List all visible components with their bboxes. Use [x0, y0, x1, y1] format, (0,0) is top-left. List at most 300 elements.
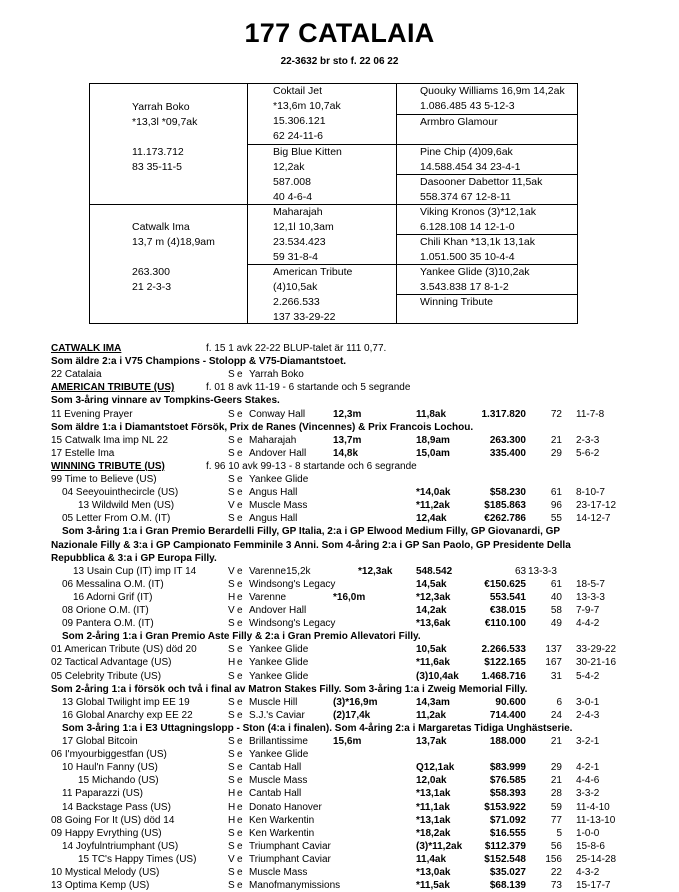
pedigree-line: 1.086.485 43 5-12-3	[420, 100, 515, 112]
offspring-record-2: *12,3ak	[416, 591, 451, 603]
offspring-row	[0, 618, 679, 630]
offspring-record-1: (3)*16,9m	[333, 696, 378, 708]
offspring-record-2: *11,5ak	[416, 880, 450, 892]
pedigree-line: 3.543.838 17 8-1-2	[420, 281, 509, 293]
offspring-record-1: *12,3ak	[358, 565, 393, 577]
offspring-sire: Manofmanymissions	[249, 880, 341, 892]
pedigree-line: 12,2ak	[273, 161, 305, 173]
pedigree-line: 40 4-6-4	[273, 191, 313, 203]
pedigree-grandsire-1	[273, 84, 341, 144]
offspring-money: $58.230	[489, 487, 526, 499]
offspring-starts: 61	[550, 578, 562, 590]
achievement-text: Som 2-åring 1:a i Gran Premio Aste Filly & 2:a i Gran Premio Allevatori Filly.	[62, 631, 421, 643]
offspring-name: 13 Global Twilight imp EE 19	[62, 696, 190, 708]
offspring-record-2: *11,1ak	[416, 801, 450, 813]
offspring-sex: H	[228, 788, 236, 800]
offspring-money: €38.015	[489, 605, 526, 616]
offspring-starts: 40	[550, 591, 562, 603]
offspring-e: e	[237, 408, 243, 420]
offspring-sire: Yankee Glide	[249, 657, 309, 669]
offspring-name: 11 Paparazzi (US)	[62, 788, 143, 800]
offspring-sex: S	[228, 408, 235, 420]
offspring-starts: 29	[550, 762, 562, 774]
offspring-e: e	[237, 840, 243, 852]
dam-summary: f. 96 10 avk 99-13 - 8 startande och 6 segrande	[206, 460, 417, 472]
offspring-starts: 21	[550, 434, 562, 446]
offspring-starts: 63	[515, 565, 527, 577]
pedigree-line: Yarrah Boko	[132, 101, 190, 113]
pedigree-line: 12,1l 10,3am	[273, 221, 334, 233]
pedigree-line: Quouky Williams 16,9m 14,2ak	[420, 85, 565, 97]
offspring-starts: 55	[550, 513, 562, 525]
pedigree-line: *13,3l *09,7ak	[132, 116, 198, 128]
offspring-record-2: 14,3am	[416, 696, 450, 708]
pedigree-line: 6.128.108 14 12-1-0	[420, 221, 515, 233]
offspring-row	[0, 435, 679, 447]
offspring-starts: 58	[550, 605, 562, 616]
offspring-name: 15 Catwalk Ima imp NL 22	[51, 434, 168, 446]
pedigree-line: 11.173.712	[132, 146, 184, 158]
offspring-sire: Muscle Mass	[249, 775, 308, 787]
offspring-starts: 61	[550, 487, 562, 499]
pedigree-ggs-3	[420, 205, 536, 235]
offspring-name: 15 TC's Happy Times (US)	[78, 853, 197, 865]
offspring-sex: S	[228, 709, 235, 721]
offspring-money: 263.300	[489, 434, 526, 446]
pedigree-line: Viking Kronos (3)*12,1ak	[420, 206, 536, 218]
offspring-row	[0, 500, 679, 512]
offspring-e: e	[237, 644, 243, 656]
offspring-record-2: 12,4ak	[416, 513, 447, 525]
offspring-placings: 2-3-3	[576, 434, 600, 446]
pedigree-ggd-4	[420, 295, 493, 310]
offspring-row	[0, 736, 679, 748]
offspring-record-2: (3)*11,2ak	[416, 840, 463, 852]
offspring-sire: Varenne15,2k	[249, 565, 311, 577]
offspring-sex: S	[228, 670, 235, 682]
offspring-placings: 15-8-6	[576, 840, 605, 852]
offspring-sire: Cantab Hall	[249, 762, 302, 774]
offspring-name: 14 Backstage Pass (US)	[62, 801, 171, 813]
offspring-placings: 3-0-1	[576, 696, 600, 708]
pedigree-ggs-1	[420, 84, 565, 114]
pedigree-line: 23.534.423	[273, 236, 326, 248]
offspring-placings: 7-9-7	[576, 605, 600, 616]
offspring-placings: 4-4-6	[576, 775, 600, 787]
pedigree-line: 62 24-11-6	[273, 130, 324, 142]
achievement-text: Som äldre 2:a i V75 Champions - Stolopp & V75-Diamantstoet.	[51, 356, 347, 368]
offspring-sire: Triumphant Caviar	[249, 840, 331, 852]
offspring-record-1: 12,3m	[333, 408, 362, 420]
offspring-record-2: 14,2ak	[416, 605, 447, 616]
offspring-starts: 49	[550, 618, 562, 630]
offspring-row	[0, 815, 679, 827]
offspring-row	[0, 474, 679, 486]
offspring-e: e	[237, 500, 243, 512]
offspring-money: $185.863	[484, 500, 526, 512]
offspring-money: 714.400	[489, 709, 526, 721]
offspring-row	[0, 369, 679, 381]
offspring-record-2: 14,5ak	[416, 578, 447, 590]
offspring-name: 11 Evening Prayer	[51, 408, 133, 420]
offspring-starts: 56	[550, 840, 562, 852]
offspring-sire: Cantab Hall	[249, 788, 302, 800]
offspring-row	[0, 566, 679, 578]
offspring-record-2: *13,1ak	[416, 814, 451, 826]
offspring-e: e	[237, 749, 243, 761]
offspring-name: 15 Michando (US)	[78, 775, 159, 787]
pedigree-line: Dasooner Dabettor 11,5ak	[420, 176, 543, 188]
offspring-row	[0, 828, 679, 840]
offspring-name: 09 Pantera O.M. (IT)	[62, 618, 154, 630]
offspring-e: e	[237, 618, 243, 630]
offspring-money: 1.317.820	[481, 408, 526, 420]
offspring-record-2: *11,6ak	[416, 657, 450, 669]
offspring-name: 16 Global Anarchy exp EE 22	[62, 709, 193, 721]
offspring-placings: 11-7-8	[576, 408, 605, 420]
achievement-note	[0, 723, 679, 735]
offspring-sire: Yankee Glide	[249, 644, 309, 656]
offspring-name: 09 Happy Evrything (US)	[51, 827, 162, 839]
offspring-money: €150.625	[484, 578, 526, 590]
offspring-record-2: *14,0ak	[416, 487, 451, 499]
offspring-record-2: Q12,1ak	[416, 762, 455, 774]
offspring-row	[0, 697, 679, 709]
offspring-sire: Triumphant Caviar	[249, 853, 331, 865]
offspring-starts: 167	[545, 657, 562, 669]
offspring-sex: S	[228, 762, 235, 774]
offspring-e: e	[237, 736, 243, 747]
achievement-note	[0, 631, 679, 643]
offspring-name: 14 Joyfulntriumphant (US)	[62, 840, 179, 852]
offspring-row	[0, 487, 679, 499]
pedigree-ggs-4	[420, 265, 530, 295]
offspring-sex: S	[228, 434, 235, 446]
offspring-money: €262.786	[484, 513, 526, 525]
offspring-placings: 18-5-7	[576, 578, 605, 590]
offspring-money: $152.548	[484, 853, 526, 865]
offspring-e: e	[237, 853, 243, 865]
offspring-e: e	[237, 880, 243, 892]
offspring-name: 13 Optima Kemp (US)	[51, 880, 150, 892]
offspring-placings: 25-14-28	[576, 853, 617, 865]
pedigree-line: American Tribute	[273, 266, 353, 278]
offspring-money: 548.542	[416, 565, 453, 577]
offspring-starts: 31	[550, 670, 562, 682]
offspring-sire: Muscle Mass	[249, 500, 308, 512]
offspring-starts: 28	[550, 788, 562, 800]
offspring-sex: S	[228, 474, 235, 485]
offspring-name: 10 Haul'n Fanny (US)	[62, 762, 158, 774]
pedigree-dam	[132, 220, 215, 295]
offspring-starts: 137	[545, 644, 562, 656]
offspring-name: 02 Tactical Advantage (US)	[51, 657, 172, 669]
offspring-placings: 13-3-3	[576, 591, 605, 603]
offspring-money: 2.266.533	[481, 644, 526, 656]
offspring-money: $58.393	[489, 788, 526, 800]
pedigree-line: 137 33-29-22	[273, 311, 336, 323]
offspring-placings: 3-3-2	[576, 788, 600, 800]
offspring-e: e	[237, 762, 243, 774]
offspring-sex: S	[228, 369, 235, 381]
offspring-record-2: *11,2ak	[416, 500, 450, 512]
offspring-placings: 5-6-2	[576, 447, 600, 459]
offspring-record-2: 18,9am	[416, 434, 450, 446]
offspring-sire: Muscle Hill	[249, 696, 298, 708]
offspring-e: e	[237, 867, 243, 878]
offspring-row	[0, 880, 679, 892]
offspring-e: e	[237, 434, 243, 446]
pedigree-ggs-2	[420, 145, 520, 175]
offspring-placings: 15-17-7	[576, 880, 611, 892]
offspring-e: e	[237, 670, 243, 682]
offspring-sex: S	[228, 749, 235, 761]
pedigree-line: Coktail Jet	[273, 85, 323, 97]
offspring-money: $76.585	[489, 775, 526, 787]
offspring-e: e	[237, 709, 243, 721]
offspring-e: e	[237, 775, 243, 787]
offspring-sex: S	[228, 775, 235, 787]
offspring-name: 13 Wildwild Men (US)	[78, 500, 175, 512]
pedigree-line: Chili Khan *13,1k 13,1ak	[420, 236, 535, 248]
offspring-sex: V	[228, 500, 235, 512]
offspring-record-2: *13,0ak	[416, 867, 451, 878]
achievement-text: Som 3-åring vinnare av Tompkins-Geers Stakes.	[51, 395, 280, 407]
pedigree-line: Maharajah	[273, 206, 323, 218]
offspring-name: 08 Orione O.M. (IT)	[62, 605, 149, 616]
pedigree-line: 15.306.121	[273, 115, 326, 127]
offspring-name: 17 Global Bitcoin	[62, 736, 138, 747]
offspring-placings: 14-12-7	[576, 513, 611, 525]
offspring-starts: 59	[550, 801, 562, 813]
offspring-row	[0, 605, 679, 617]
offspring-starts: 73	[550, 880, 562, 892]
offspring-record-1: 15,6m	[333, 736, 362, 747]
offspring-name: 06 I'myourbiggestfan (US)	[51, 749, 167, 761]
offspring-starts: 21	[550, 775, 562, 787]
offspring-record-1: 14,8k	[333, 447, 359, 459]
offspring-name: 04 Seeyouinthecircle (US)	[62, 487, 179, 499]
dam-name: CATWALK IMA	[51, 343, 122, 354]
offspring-money: 90.600	[495, 696, 526, 708]
pedigree-line: 21 2-3-3	[132, 281, 172, 293]
offspring-e: e	[237, 814, 243, 826]
offspring-money: 335.400	[489, 447, 526, 459]
offspring-sex: S	[228, 736, 235, 747]
offspring-record-2: 15,0am	[416, 447, 450, 459]
offspring-sex: V	[228, 565, 235, 577]
offspring-record-2: 11,4ak	[416, 853, 447, 865]
offspring-sire: Andover Hall	[249, 605, 307, 616]
offspring-e: e	[237, 578, 243, 590]
pedigree-line: 2.266.533	[273, 296, 320, 308]
offspring-sex: H	[228, 657, 236, 669]
offspring-sire: Andover Hall	[249, 447, 307, 459]
achievement-note: Som 3-åring 1:a i Gran Premio Berardelli Filly, GP Italia, 2:a i GP Elwood Medium Filly, GP Giovanardi, GP	[62, 526, 561, 538]
pedigree-line: 263.300	[132, 266, 170, 278]
offspring-row	[0, 513, 679, 525]
horse-subtitle: 22-3632 br sto f. 22 06 22	[280, 56, 399, 67]
offspring-row	[0, 592, 679, 604]
offspring-placings: 23-17-12	[576, 500, 617, 512]
offspring-starts: 156	[545, 853, 562, 865]
offspring-sire: Conway Hall	[249, 408, 306, 420]
pedigree-granddam-2	[273, 265, 352, 325]
offspring-sire: Donato Hanover	[249, 801, 322, 813]
offspring-money: 1.468.716	[481, 670, 526, 682]
offspring-placings: 3-2-1	[576, 736, 600, 747]
pedigree-line: 558.374 67 12-8-11	[420, 191, 511, 203]
offspring-name: 08 Going For It (US) död 14	[51, 814, 175, 826]
dam-summary: f. 15 1 avk 22-22 BLUP-talet är 111 0,77.	[206, 343, 387, 354]
offspring-e: e	[237, 565, 243, 577]
dam-name: AMERICAN TRIBUTE (US)	[51, 382, 175, 394]
offspring-starts: 72	[550, 408, 562, 420]
offspring-placings: 33-29-22	[576, 644, 617, 656]
offspring-starts: 77	[550, 814, 562, 826]
achievement-note	[0, 684, 679, 696]
offspring-e: e	[237, 513, 243, 525]
offspring-sex: S	[228, 513, 235, 525]
offspring-sex: S	[228, 867, 235, 878]
offspring-money: 188.000	[489, 736, 526, 747]
achievement-note	[0, 422, 679, 434]
offspring-placings: 4-4-2	[576, 618, 600, 630]
offspring-money: $83.999	[489, 762, 526, 774]
offspring-placings: 8-10-7	[576, 487, 605, 499]
offspring-e: e	[237, 827, 243, 839]
offspring-name: 17 Estelle Ima	[51, 447, 115, 459]
offspring-sire: Yankee Glide	[249, 670, 309, 682]
offspring-name: 10 Mystical Melody (US)	[51, 867, 160, 878]
offspring-record-1: (2)17,4k	[333, 709, 371, 721]
offspring-row	[0, 657, 679, 669]
offspring-sex: V	[228, 853, 235, 865]
achievement-text: Som äldre 1:a i Diamantstoet Försök, Prix de Ranes (Vincennes) & Prix Francois Lochou.	[51, 421, 474, 433]
offspring-sex: S	[228, 827, 235, 839]
offspring-name: 01 American Tribute (US) död 20	[51, 644, 197, 656]
pedigree-line: 14.588.454 34 23-4-1	[420, 161, 521, 173]
offspring-e: e	[237, 788, 243, 800]
pedigree-granddam-1	[273, 145, 342, 205]
offspring-row	[0, 644, 679, 656]
offspring-name: 13 Usain Cup (IT) imp IT 14	[73, 565, 197, 577]
offspring-money: $153.922	[484, 801, 526, 813]
dam-header	[0, 461, 679, 473]
offspring-name: 05 Letter From O.M. (IT)	[62, 513, 171, 525]
offspring-money: $68.139	[489, 880, 526, 892]
offspring-starts: 21	[550, 736, 562, 747]
offspring-sire: Yankee Glide	[249, 749, 309, 761]
offspring-sex: S	[228, 696, 235, 708]
offspring-row	[0, 409, 679, 421]
pedigree-line: 59 31-8-4	[273, 251, 318, 263]
offspring-record-2: 10,5ak	[416, 644, 447, 656]
offspring-sire: Brillantissime	[249, 736, 308, 747]
offspring-record-1: 13,7m	[333, 434, 362, 446]
offspring-e: e	[237, 369, 243, 381]
offspring-sire: Yarrah Boko	[249, 369, 304, 381]
offspring-name: 06 Messalina O.M. (IT)	[62, 578, 164, 590]
achievement-text: Som 3-åring 1:a i E3 Uttagningslopp - Ston (4:a i finalen). Som 4-åring 2:a i Margaretas Tidiga Unghästserie.	[62, 722, 573, 734]
offspring-starts: 29	[550, 447, 562, 459]
offspring-e: e	[237, 605, 243, 616]
offspring-row	[0, 802, 679, 814]
offspring-placings: 1-0-0	[576, 827, 600, 839]
offspring-e: e	[237, 591, 243, 603]
offspring-name: 05 Celebrity Tribute (US)	[51, 670, 162, 682]
offspring-row	[0, 841, 679, 853]
offspring-record-2: 11,2ak	[416, 709, 447, 721]
offspring-row	[0, 854, 679, 866]
achievement-note	[0, 395, 679, 407]
offspring-placings: 11-13-10	[576, 814, 616, 826]
offspring-starts: 24	[550, 709, 562, 721]
pedigree-line: 13,7 m (4)18,9am	[132, 236, 215, 248]
pedigree-line: Armbro Glamour	[420, 116, 498, 128]
offspring-row	[0, 762, 679, 774]
offspring-sex: V	[228, 605, 235, 616]
offspring-starts: 22	[550, 867, 562, 878]
offspring-sex: S	[228, 644, 235, 656]
offspring-placings: 5-4-2	[576, 670, 600, 682]
pedigree-line	[132, 250, 215, 265]
offspring-sire: Windsong's Legacy	[249, 618, 336, 630]
pedigree-line: 83 35-11-5	[132, 161, 183, 173]
offspring-record-2: 13,7ak	[416, 736, 447, 747]
offspring-money: $16.555	[489, 827, 526, 839]
offspring-sex: H	[228, 801, 236, 813]
dam-name: WINNING TRIBUTE (US)	[51, 460, 165, 472]
pedigree-line: Yankee Glide (3)10,2ak	[420, 266, 530, 278]
pedigree-line: Big Blue Kitten	[273, 146, 342, 158]
pedigree-grandsire-2	[273, 205, 334, 265]
offspring-e: e	[237, 474, 243, 485]
horse-title: 177 CATALAIA	[244, 18, 435, 48]
offspring-starts: 6	[556, 696, 562, 708]
offspring-record-2: (3)10,4ak	[416, 670, 459, 682]
pedigree-ggd-2	[420, 175, 542, 205]
offspring-e: e	[237, 696, 243, 708]
pedigree-line: 587.008	[273, 176, 311, 188]
offspring-e: e	[237, 657, 243, 669]
offspring-name: 99 Time to Believe (US)	[51, 474, 157, 485]
achievement-note: Nazionale Filly & 3:a i GP Campionato Femminile 3 Anni. Som 4-åring 2:a i GP San Paolo, GP Presidente Della	[51, 539, 571, 551]
offspring-sire: Angus Hall	[249, 487, 298, 499]
offspring-record-2: *13,6ak	[416, 618, 451, 630]
offspring-sex: H	[228, 591, 236, 603]
offspring-placings: 2-4-3	[576, 709, 600, 721]
offspring-sex: S	[228, 880, 235, 892]
offspring-row	[0, 749, 679, 761]
offspring-sire: S.J.'s Caviar	[249, 709, 305, 721]
offspring-row	[0, 710, 679, 722]
offspring-record-2: *13,1ak	[416, 788, 451, 800]
pedigree-line: (4)10,5ak	[273, 281, 318, 293]
pedigree-table	[89, 83, 578, 324]
offspring-sire: Yankee Glide	[249, 474, 309, 485]
offspring-sex: S	[228, 487, 235, 499]
offspring-money: 553.541	[489, 591, 526, 603]
offspring-starts: 96	[550, 500, 562, 512]
offspring-sex: H	[228, 814, 236, 826]
offspring-row	[0, 671, 679, 683]
offspring-money: $35.027	[489, 867, 526, 878]
offspring-record-2: *18,2ak	[416, 827, 451, 839]
offspring-row	[0, 448, 679, 460]
offspring-money: $112.379	[484, 840, 526, 852]
offspring-placings: 30-21-16	[576, 657, 617, 669]
